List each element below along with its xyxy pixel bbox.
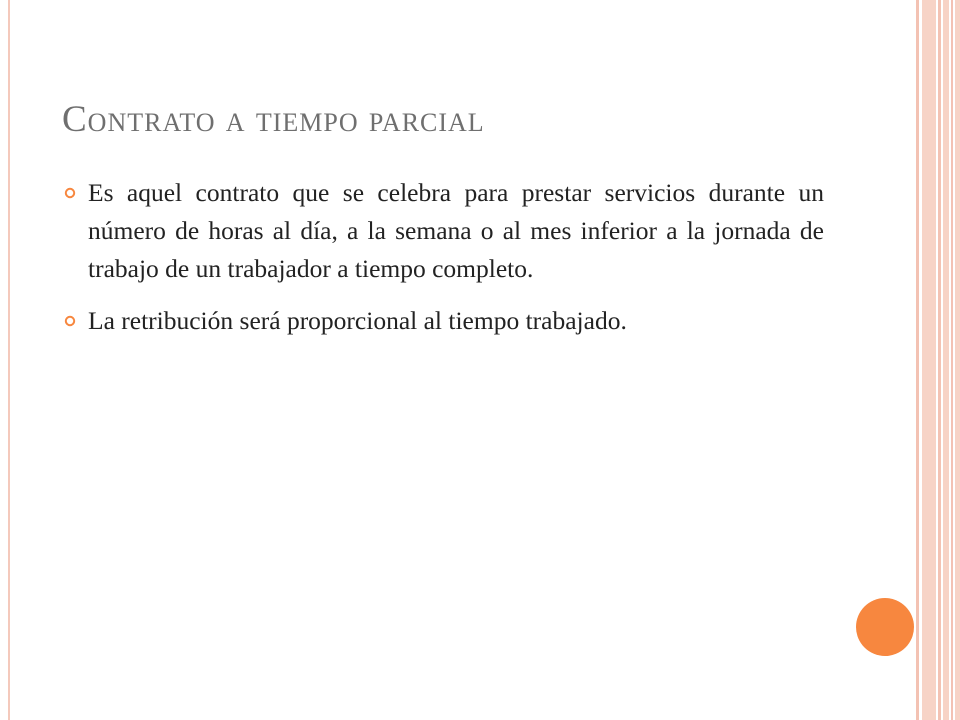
bullet-item bbox=[64, 174, 824, 288]
stripe bbox=[922, 0, 936, 720]
bullet-text: La retribución será proporcional al tiempo trabajado. bbox=[88, 306, 627, 335]
stripe bbox=[916, 0, 919, 720]
orange-circle-decoration bbox=[856, 598, 914, 656]
stripe bbox=[943, 0, 949, 720]
bullet-list bbox=[64, 174, 824, 354]
ring-bullet-icon bbox=[64, 315, 76, 327]
ring-bullet-icon bbox=[64, 187, 76, 199]
left-accent-line bbox=[8, 0, 10, 720]
right-decorative-stripes bbox=[916, 0, 960, 720]
bullet-item bbox=[64, 302, 824, 340]
stripe bbox=[955, 0, 960, 720]
bullet-text: Es aquel contrato que se celebra para prestar servicios durante un número de horas al día, a la semana o al mes inferior a la jornada de trabajo de un trabajador a tiempo completo. bbox=[88, 178, 824, 283]
stripe bbox=[938, 0, 941, 720]
slide-title: Contrato a tiempo parcial bbox=[62, 99, 485, 140]
stripe bbox=[951, 0, 953, 720]
